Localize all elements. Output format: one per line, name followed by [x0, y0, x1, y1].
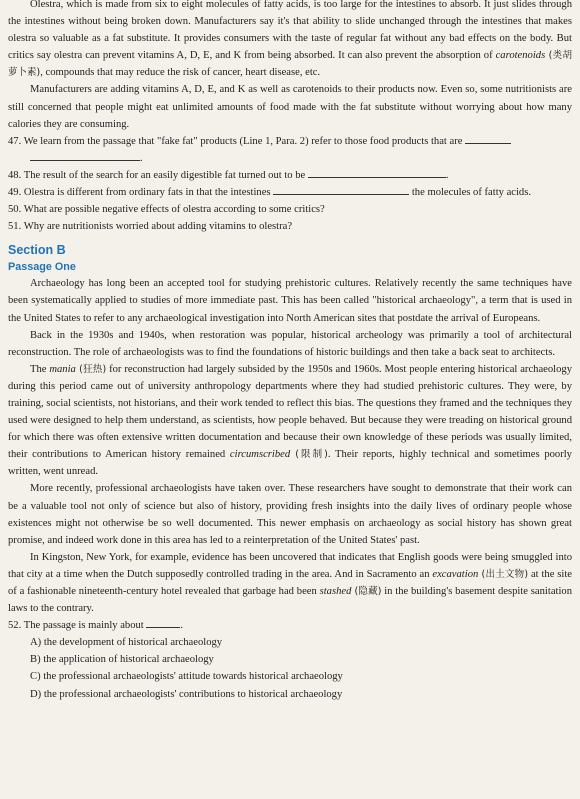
answer-option-b[interactable]: B) the application of historical archaeology — [30, 654, 214, 666]
question-47: 47. We learn from the passage that "fake fat" products (Line 1, Para. 2) refer to those food products that are . — [8, 133, 572, 167]
passage-paragraph: In Kingston, New York, for example, evidence has been uncovered that indicates that English goods were being smuggled into that city at a time when the Dutch supposedly controlled trading in the area. And in Sacramento an excavation (出土文物) at the site of a fashionable nineteenth-century hotel revealed that garbage had been stashed (隐藏) in the building's basement despite sanitation laws to the contrary. — [8, 551, 572, 615]
answer-blank — [465, 133, 511, 144]
passage-paragraph: Back in the 1930s and 1940s, when restoration was popular, historical archeology was primarily a tool of architectural reconstruction. The role of archaeologists was to find the foundations of historic buildings and then take a back seat to architects. — [8, 329, 572, 358]
answer-option-d[interactable]: D) the professional archaeologists' contributions to historical archaeology — [30, 688, 343, 700]
passage-paragraph: Manufacturers are adding vitamins A, D, E, and K as well as carotenoids to their products now. Even so, some nutritionists are still concerned that people might eat unlimited amounts of food made with the fat substitute without worrying about how many calories they are consuming. — [8, 84, 572, 130]
question-50: 50. What are possible negative effects of olestra according to some critics? — [8, 204, 325, 216]
passage-heading: Passage One — [8, 261, 76, 274]
passage-paragraph: The mania (狂热) for reconstruction had largely subsided by the 1950s and 1960s. Most people entering historical archaeology during this period came out of university anthropology departments where they had studied prehistoric cultures. They were, by training, social scientists, not historians, and their work tended to reflect this bias. The questions they framed and the techniques they used were designed to help them understand, as scientists, how people behaved. But because they were treading on historical ground for which there was often extensive written documentation and because their own knowledge of these periods was usually limited, their contributions to American history remained circumscribed (限制). Their reports, highly technical and sometimes poorly written, went unread. — [8, 363, 572, 478]
answer-blank — [30, 150, 140, 161]
section-heading: Section B — [8, 243, 66, 258]
passage-paragraph: More recently, professional archaeologists have taken over. These researchers have sought to demonstrate that their work can be a valuable tool not only of science but also of history, providing fresh insights into the daily lives of ordinary people whose existences might not otherwise be so well documented. This newer emphasis on archaeology as social history has shown great promise, and indeed work done in this area has led to a reinterpretation of the United States' past. — [8, 483, 572, 546]
answer-blank — [273, 184, 409, 195]
answer-option-c[interactable]: C) the professional archaeologists' attitude towards historical archaeology — [30, 671, 343, 683]
question-52: 52. The passage is mainly about . — [8, 617, 572, 634]
question-48: 48. The result of the search for an easily digestible fat turned out to be . — [8, 167, 572, 184]
passage-paragraph: Olestra, which is made from six to eight molecules of fatty acids, is too large for the intestines to absorb. It just slides through the intestines without being broken down. Manufacturers say it's that ability to slide unchanged through the intestines that makes olestra so valuable as a fat substitute. It provides consumers with the taste of regular fat without any bad effects on the body. But critics say olestra can prevent vitamins A, D, E, and K from being absorbed. It can also prevent the absorption of carotenoids (类胡萝卜素), compounds that may reduce the risk of cancer, heart disease, etc. — [8, 0, 572, 79]
passage-paragraph: Archaeology has long been an accepted tool for studying prehistoric cultures. Relatively recently the same techniques have been systematically applied to studies of more immediate past. This has been called "historical archaeology", a term that is used in the United States to refer to any archaeological investigation into North American sites that postdate the arrival of Europeans. — [8, 278, 572, 324]
answer-option-a[interactable]: A) the development of historical archaeology — [30, 637, 223, 649]
answer-blank — [146, 617, 180, 628]
answer-blank — [308, 167, 446, 178]
question-51: 51. Why are nutritionists worried about adding vitamins to olestra? — [8, 221, 293, 233]
question-49: 49. Olestra is different from ordinary fats in that the intestines the molecules of fatty acids. — [8, 184, 572, 201]
